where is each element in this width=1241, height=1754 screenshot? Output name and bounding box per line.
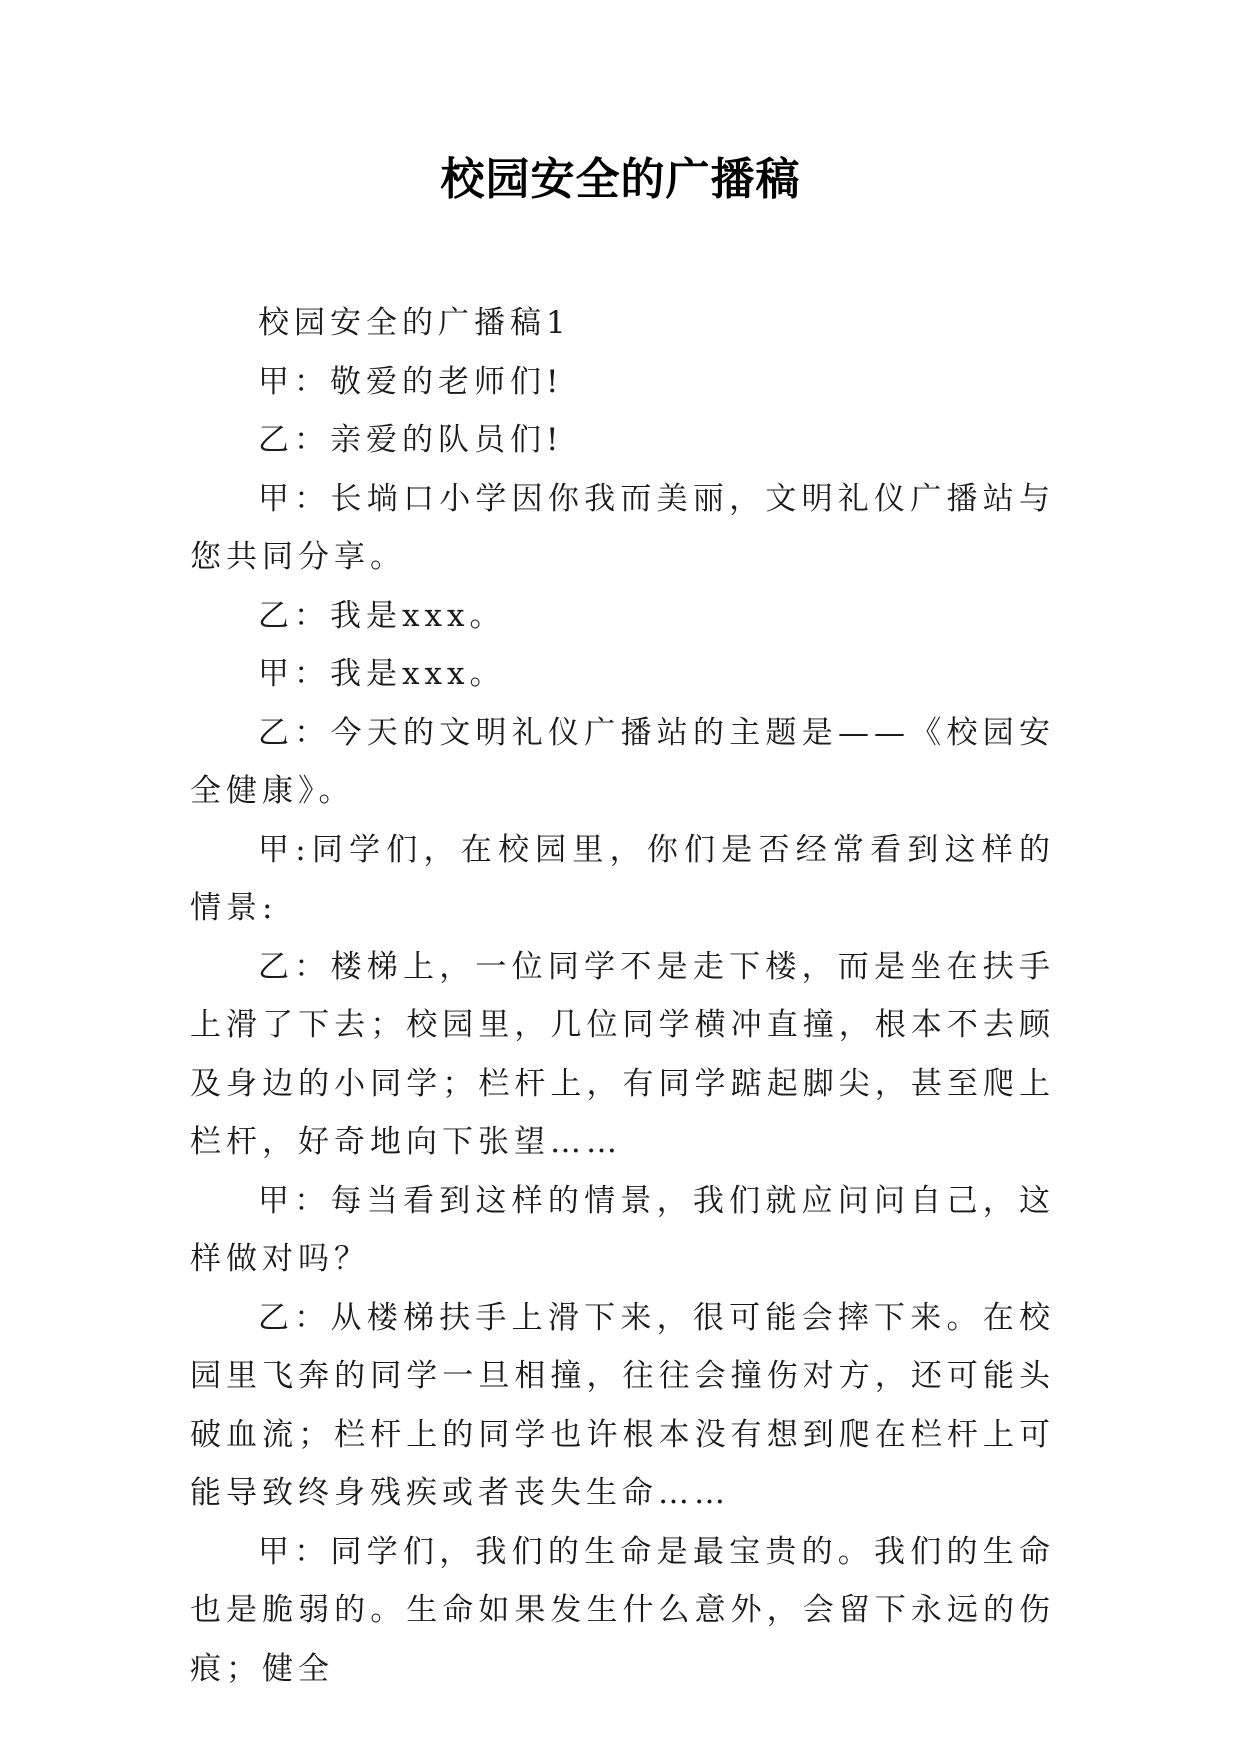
paragraph: 甲：同学们，我们的生命是最宝贵的。我们的生命也是脆弱的。生命如果发生什么意外，会留下永远的伤痕；健全 [190,1533,1055,1687]
paragraph: 甲：敬爱的老师们! [258,363,564,400]
paragraph: 甲：我是xxx。 [258,656,506,692]
paragraph: 乙：从楼梯扶手上滑下来，很可能会摔下来。在校园里飞奔的同学一旦相撞，往往会撞伤对方，还可能头破血流；栏杆上的同学也许根本没有想到爬在栏杆上可能导致终身残疾或者丧失生命…… [190,1299,1055,1511]
document-title: 校园安全的广播稿 [440,154,801,205]
paragraph: 甲:同学们，在校园里，你们是否经常看到这样的情景: [190,831,1055,926]
paragraph: 甲：每当看到这样的情景，我们就应问问自己，这样做对吗？ [190,1182,1055,1277]
paragraph: 乙：今天的文明礼仪广播站的主题是——《校园安全健康》。 [190,714,1055,809]
paragraph: 甲：长埫口小学因你我而美丽，文明礼仪广播站与您共同分享。 [190,480,1055,575]
paragraph: 乙：楼梯上，一位同学不是走下楼，而是坐在扶手上滑了下去；校园里，几位同学横冲直撞，根本不去顾及身边的小同学；栏杆上，有同学踮起脚尖，甚至爬上栏杆，好奇地向下张望…… [190,948,1055,1160]
paragraph: 乙：亲爱的队员们! [258,422,564,458]
document-body [190,294,1055,1698]
paragraph: 乙：我是xxx。 [258,597,506,634]
paragraph-heading: 校园安全的广播稿1 [258,305,571,341]
